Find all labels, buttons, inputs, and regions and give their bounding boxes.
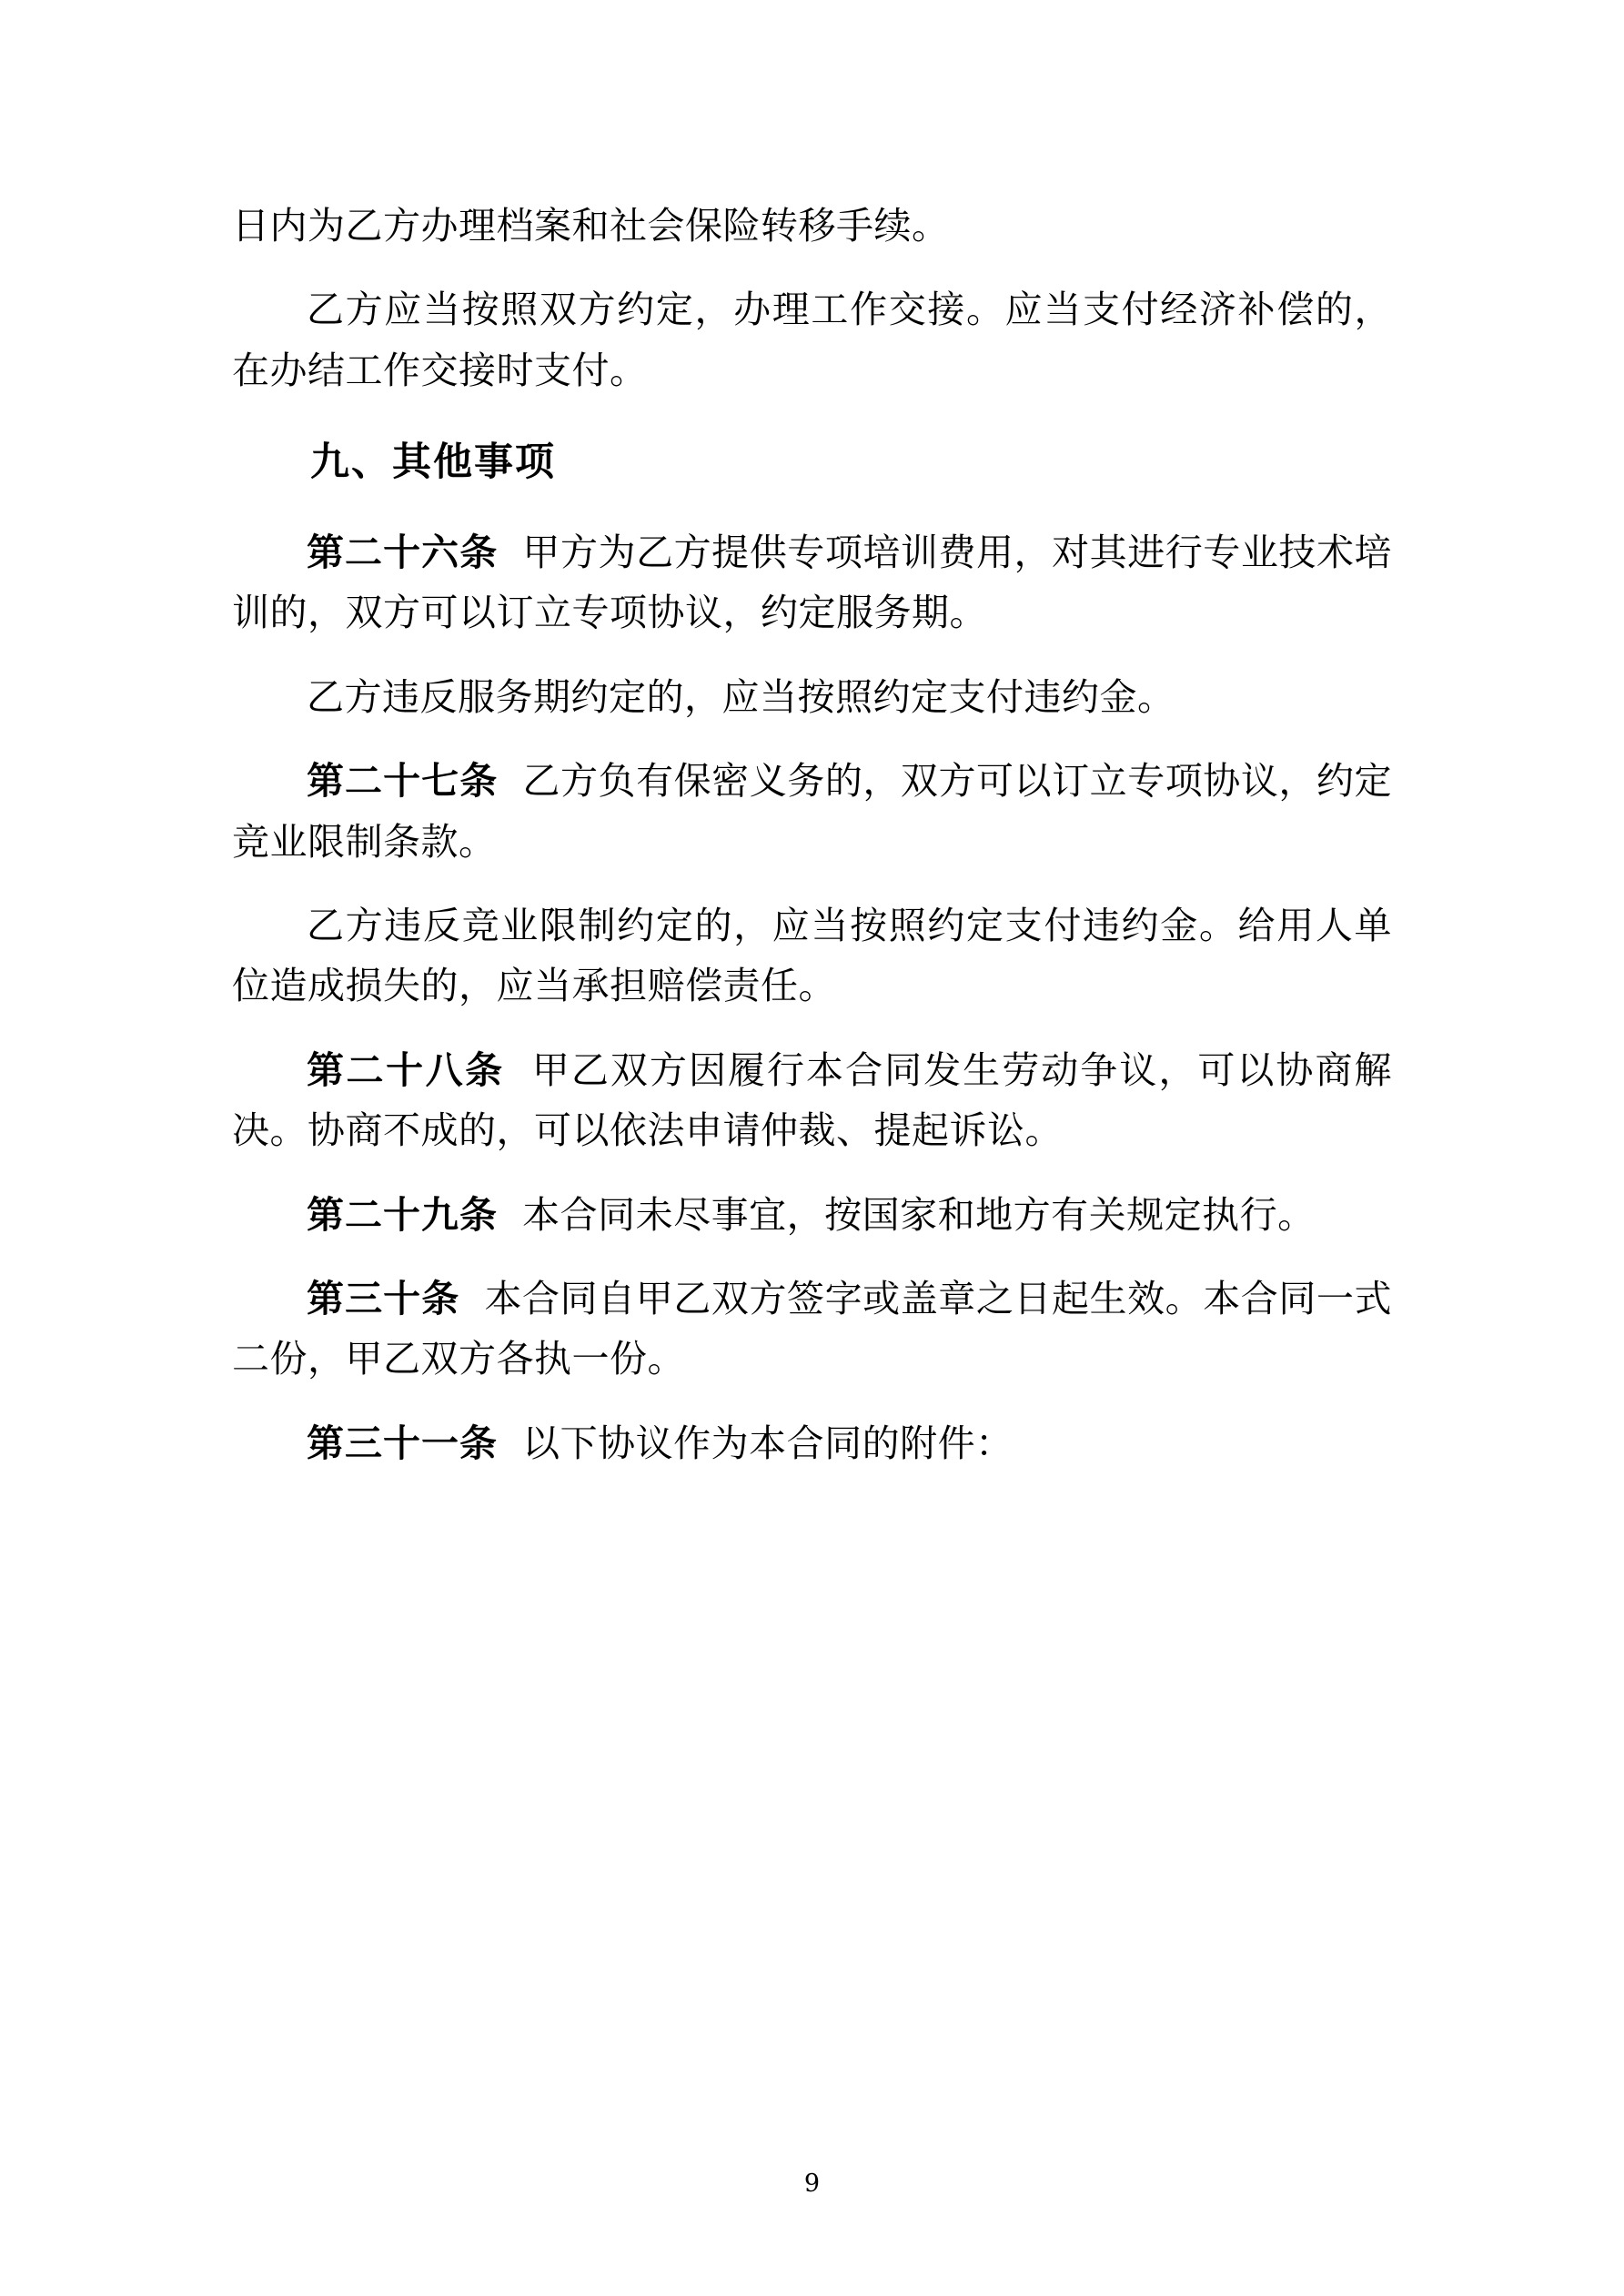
article-label: 第二十七条 [307, 759, 499, 804]
article-label: 第三十一条 [307, 1421, 498, 1465]
article-paragraph [232, 1185, 1392, 1245]
article-paragraph [232, 1413, 1392, 1473]
paragraph: 乙方违反竞业限制约定的，应当按照约定支付违约金。给用人单位造成损失的，应当承担赔偿责任。 [232, 903, 1392, 1008]
article-text: 本合同自甲乙双方签字或盖章之日起生效。本合同一式二份，甲乙双方各执一份。 [232, 1276, 1392, 1381]
document-body [232, 196, 1392, 1473]
article-paragraph [232, 751, 1392, 872]
article-text: 本合同未尽事宜，按国家和地方有关规定执行。 [522, 1192, 1316, 1237]
article-text: 乙方负有保密义务的，双方可以订立专项协议，约定竞业限制条款。 [232, 759, 1392, 864]
article-label: 第二十六条 [307, 530, 499, 574]
paragraph: 乙方应当按照双方约定，办理工作交接。应当支付经济补偿的，在办结工作交接时支付。 [232, 288, 1392, 392]
article-label: 第二十九条 [307, 1192, 498, 1237]
article-text: 甲方为乙方提供专项培训费用，对其进行专业技术培训的，双方可以订立专项协议，约定服务期。 [232, 530, 1392, 635]
article-paragraph [232, 522, 1392, 643]
article-paragraph [232, 1040, 1392, 1161]
article-label: 第二十八条 [307, 1047, 505, 1092]
article-text: 以下协议作为本合同的附件： [522, 1421, 1014, 1465]
paragraph: 日内为乙方办理档案和社会保险转移手续。 [232, 204, 950, 248]
paragraph: 乙方违反服务期约定的，应当按照约定支付违约金。 [307, 674, 1175, 719]
page-number: 9 [803, 2170, 821, 2198]
section-heading: 九、其他事项 [310, 440, 556, 486]
article-paragraph [232, 1269, 1392, 1390]
article-text: 甲乙双方因履行本合同发生劳动争议，可以协商解决。协商不成的，可以依法申请仲裁、提起诉讼。 [232, 1047, 1393, 1153]
article-label: 第三十条 [307, 1276, 460, 1320]
